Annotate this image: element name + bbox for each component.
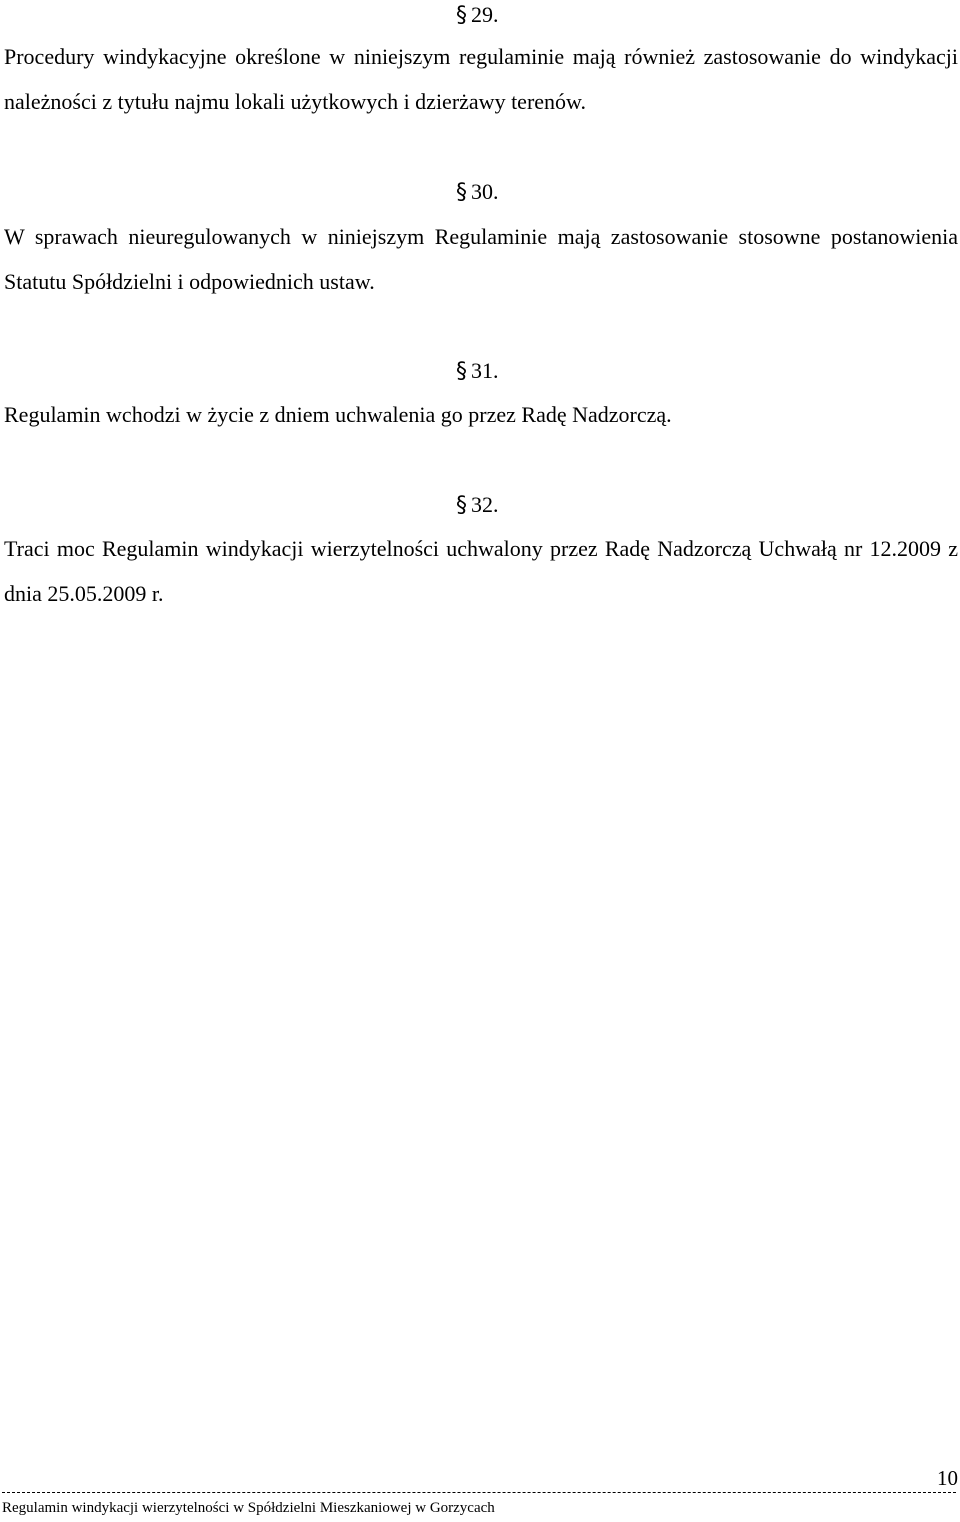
section-text-32: Traci moc Regulamin windykacji wierzytelności uchwalony przez Radę Nadzorczą Uchwałą nr 12.2009 z dnia 25.05.2009 r. [4,536,958,606]
section-text-29: Procedury windykacyjne określone w niniejszym regulaminie mają również zastosowanie do windykacji należności z tytułu najmu lokali użytkowych i dzierżawy terenów. [4,44,958,114]
section-symbol: § [456,180,467,205]
section-number-32 [456,491,499,520]
section-symbol: § [456,3,467,28]
section-text-31: Regulamin wchodzi w życie z dniem uchwalenia go przez Radę Nadzorczą. [4,402,672,427]
section-number-29 [456,1,499,30]
section-number-label: 32. [471,492,499,517]
footer-title: Regulamin windykacji wierzytelności w Spółdzielni Mieszkaniowej w Gorzycach [2,1500,495,1516]
section-text-30: W sprawach nieuregulowanych w niniejszym Regulaminie mają zastosowanie stosowne postanowienia Statutu Spółdzielni i odpowiednich ustaw. [4,224,958,294]
section-number-31 [456,357,499,386]
section-number-label: 30. [471,179,499,204]
page-number: 10 [937,1466,958,1490]
section-number-label: 31. [471,358,499,383]
section-symbol: § [456,359,467,384]
footer-divider [2,1492,956,1493]
section-number-label: 29. [471,2,499,27]
section-symbol: § [456,493,467,518]
section-number-30 [456,178,499,207]
